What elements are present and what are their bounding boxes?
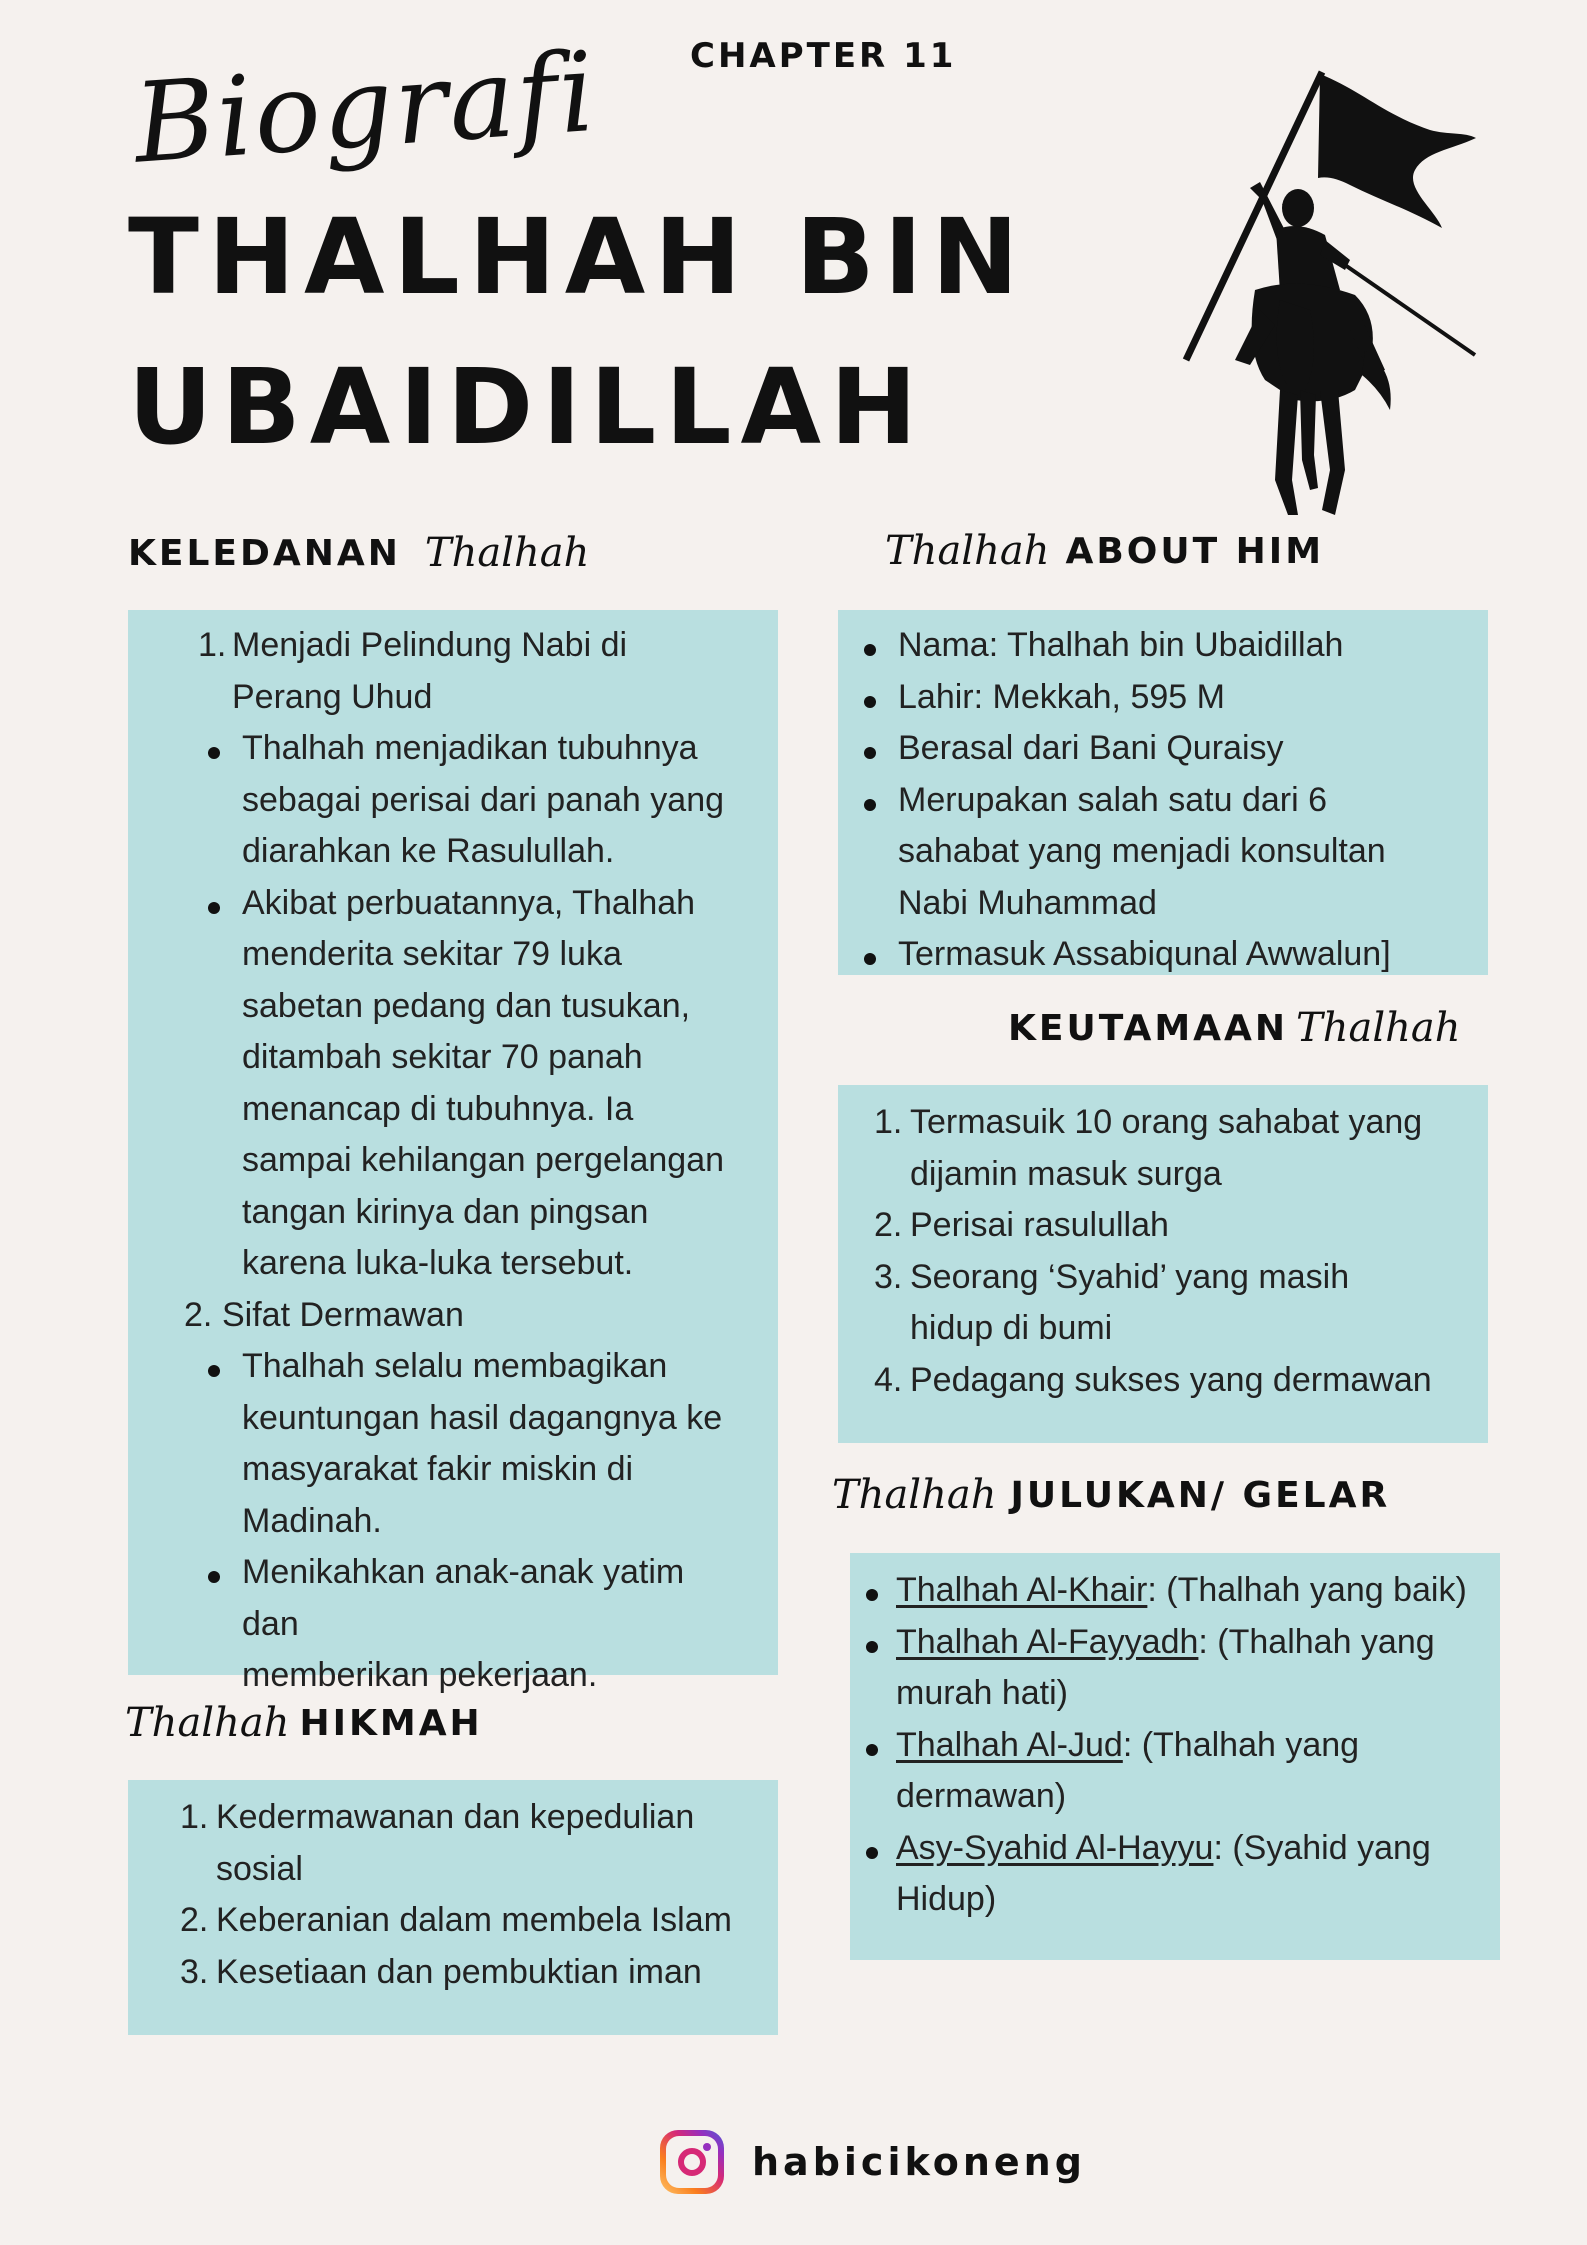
nickname-meaning: : (Thalhah yang baik): [1147, 1571, 1467, 1609]
about-title: ABOUT HIM: [1065, 530, 1325, 572]
nickname-meaning: : (Thalhah yang: [1198, 1622, 1435, 1661]
list-text: tangan kirinya dan pingsan: [242, 1192, 649, 1231]
keutamaan-heading: [1008, 1005, 1460, 1051]
list-text: hidup di bumi: [910, 1309, 1113, 1347]
flag-bearer-horseman-icon: [1180, 60, 1480, 540]
instagram-handle[interactable]: habicikoneng: [752, 2140, 1086, 2184]
list-item: [864, 929, 1464, 981]
list-number: 3.: [874, 1257, 903, 1296]
list-number: 4.: [874, 1360, 903, 1399]
list-item: [168, 878, 746, 1290]
nickname: Thalhah Al-Khair: [896, 1571, 1148, 1609]
julukan-script: Thalhah: [832, 1472, 997, 1518]
list-item: [864, 620, 1464, 672]
nickname-meaning-cont: murah hati): [896, 1674, 1068, 1712]
list-text: Menjadi Pelindung Nabi di: [232, 626, 628, 664]
list-number: 2.: [874, 1206, 903, 1244]
script-title: Biografi: [130, 27, 601, 188]
list-text: Akibat perbuatannya, Thalhah: [242, 883, 696, 922]
julukan-box: [850, 1553, 1500, 1960]
list-item: [874, 1355, 1464, 1407]
keutamaan-script: Thalhah: [1296, 1005, 1461, 1051]
list-item: [874, 1097, 1464, 1200]
list-text: Sifat Dermawan: [222, 1295, 464, 1334]
hikmah-box: [128, 1780, 778, 2035]
list-number: 1.: [198, 626, 227, 664]
keledanan-heading: [128, 530, 589, 576]
bullet-icon: [864, 799, 876, 811]
list-text: memberikan pekerjaan.: [242, 1656, 598, 1694]
list-number: 1.: [180, 1798, 209, 1836]
bullet-icon: [864, 644, 876, 656]
list-text: sebagai perisai dari panah yang: [242, 780, 725, 819]
list-item: [864, 672, 1464, 724]
list-item: [168, 620, 746, 723]
list-text: Thalhah selalu membagikan: [242, 1347, 668, 1385]
nickname-meaning-cont: dermawan): [896, 1777, 1067, 1815]
about-script: Thalhah: [885, 528, 1050, 574]
list-item: [168, 1290, 746, 1342]
about-heading: [885, 528, 1324, 574]
list-text: menderita sekitar 79 luka: [242, 935, 622, 973]
nickname-meaning: : (Thalhah yang: [1122, 1725, 1360, 1764]
list-item: [168, 723, 746, 878]
list-item: [152, 1792, 754, 1895]
about-box: [838, 610, 1488, 975]
list-text: Berasal dari Bani Quraisy: [898, 729, 1284, 767]
bullet-icon: [866, 1641, 878, 1653]
list-text: Perang Uhud: [232, 677, 433, 716]
chapter-label: CHAPTER 11: [690, 36, 957, 76]
list-text: Perisai rasulullah: [910, 1206, 1169, 1244]
list-item: [168, 1547, 746, 1702]
keledanan-box: [128, 610, 778, 1694]
page-title-line-2: UBAIDILLAH: [128, 346, 926, 468]
hikmah-heading: [125, 1700, 483, 1746]
julukan-heading: [832, 1472, 1390, 1518]
bullet-icon: [864, 953, 876, 965]
list-item: [168, 1341, 746, 1547]
bullet-icon: [864, 747, 876, 759]
list-item: [866, 1565, 1490, 1617]
julukan-title: JULUKAN/ GELAR: [1010, 1474, 1391, 1516]
list-text: Kesetiaan dan pembuktian iman: [216, 1952, 702, 1991]
list-text: sosial: [216, 1849, 303, 1888]
bullet-icon: [866, 1847, 878, 1859]
list-text: Lahir: Mekkah, 595 M: [898, 677, 1225, 716]
list-text: diarahkan ke Rasulullah.: [242, 832, 615, 870]
footer: [660, 2130, 1086, 2194]
list-text: sabetan pedang dan tusukan,: [242, 986, 691, 1025]
keutamaan-box: [838, 1085, 1488, 1443]
list-text: Nama: Thalhah bin Ubaidillah: [898, 626, 1344, 664]
list-text: Madinah.: [242, 1501, 382, 1540]
list-text: sampai kehilangan pergelangan: [242, 1141, 725, 1179]
bullet-icon: [208, 1365, 220, 1377]
list-text: menancap di tubuhnya. Ia: [242, 1089, 634, 1128]
list-text: ditambah sekitar 70 panah: [242, 1038, 643, 1076]
list-text: Pedagang sukses yang dermawan: [910, 1360, 1432, 1399]
list-text: Termasuk Assabiqunal Awwalun]: [898, 935, 1391, 973]
list-item: [152, 1947, 754, 1999]
list-item: [866, 1617, 1490, 1720]
list-text: sahabat yang menjadi konsultan: [898, 832, 1386, 870]
list-item: [866, 1720, 1490, 1823]
list-item: [864, 723, 1464, 775]
bullet-icon: [866, 1744, 878, 1756]
list-text: Nabi Muhammad: [898, 883, 1157, 922]
list-text: karena luka-luka tersebut.: [242, 1244, 634, 1282]
list-text: masyarakat fakir miskin di: [242, 1450, 634, 1488]
list-text: Kedermawanan dan kepedulian: [216, 1798, 695, 1836]
nickname-meaning: : (Syahid yang: [1213, 1828, 1431, 1867]
bullet-icon: [208, 902, 220, 914]
list-text: Menikahkan anak-anak yatim dan: [242, 1553, 685, 1643]
list-text: dijamin masuk surga: [910, 1154, 1222, 1193]
list-text: Keberanian dalam membela Islam: [216, 1901, 732, 1939]
list-text: Thalhah menjadikan tubuhnya: [242, 729, 698, 767]
keledanan-script: Thalhah: [424, 530, 590, 576]
list-number: 3.: [180, 1952, 209, 1991]
bullet-icon: [208, 747, 220, 759]
nickname: Thalhah Al-Jud: [896, 1725, 1123, 1764]
nickname: Asy-Syahid Al-Hayyu: [896, 1828, 1214, 1867]
hikmah-script: Thalhah: [125, 1700, 290, 1746]
list-item: [864, 775, 1464, 930]
instagram-icon[interactable]: [660, 2130, 724, 2194]
list-item: [874, 1200, 1464, 1252]
list-text: keuntungan hasil dagangnya ke: [242, 1398, 723, 1437]
list-number: 1.: [874, 1103, 903, 1141]
nickname-meaning-cont: Hidup): [896, 1880, 997, 1918]
list-item: [152, 1895, 754, 1947]
keledanan-title: KELEDANAN: [128, 532, 401, 574]
list-item: [874, 1252, 1464, 1355]
list-number: 2.: [184, 1295, 213, 1334]
list-number: 2.: [180, 1901, 209, 1939]
keutamaan-title: KEUTAMAAN: [1008, 1007, 1289, 1049]
bullet-icon: [866, 1589, 878, 1601]
nickname: Thalhah Al-Fayyadh: [896, 1622, 1199, 1661]
list-text: Seorang ‘Syahid’ yang masih: [910, 1257, 1350, 1296]
list-text: Termasuik 10 orang sahabat yang: [910, 1103, 1423, 1141]
list-text: Merupakan salah satu dari 6: [898, 780, 1328, 819]
page-title-line-1: THALHAH BIN: [128, 196, 1028, 318]
bullet-icon: [208, 1571, 220, 1583]
list-item: [866, 1823, 1490, 1926]
bullet-icon: [864, 696, 876, 708]
hikmah-title: HIKMAH: [299, 1702, 483, 1744]
